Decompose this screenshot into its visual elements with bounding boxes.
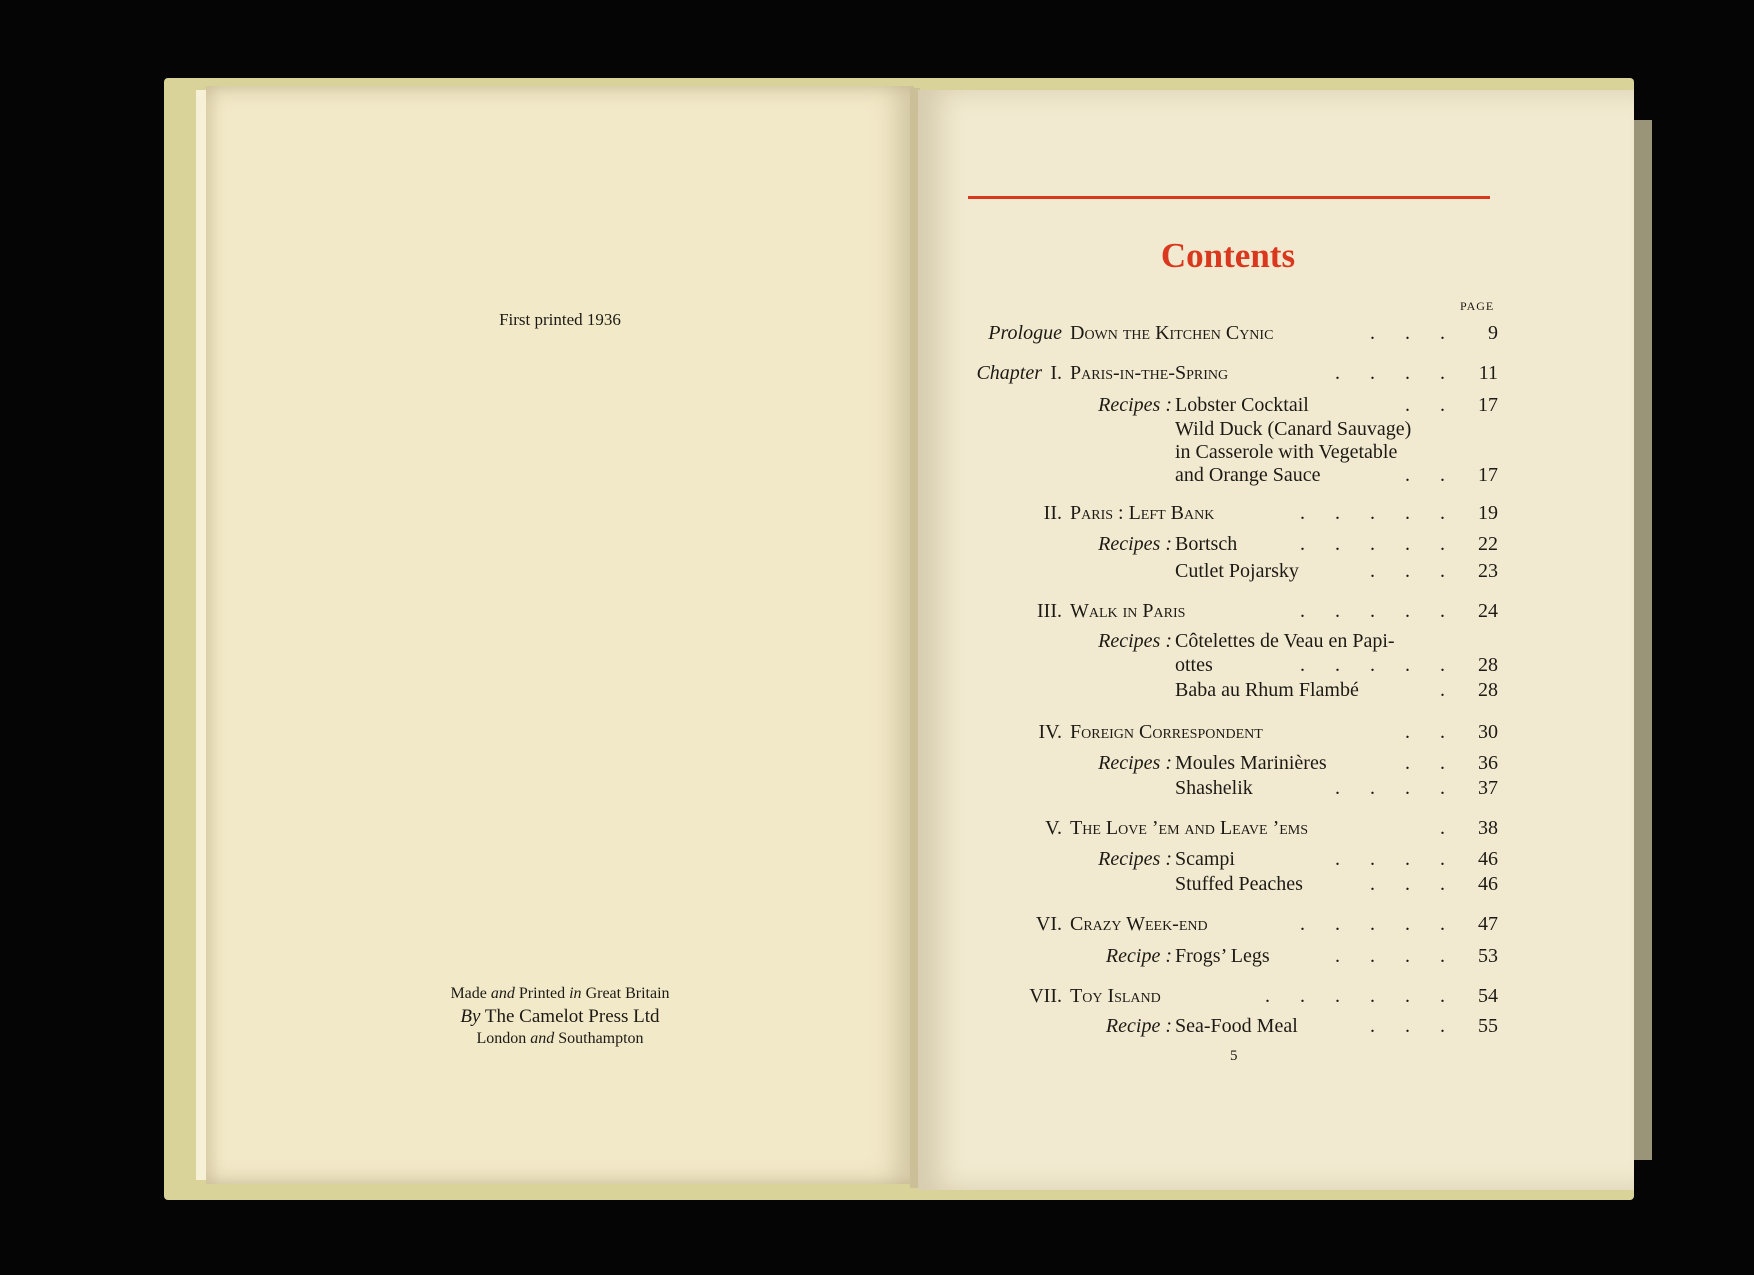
dot-leader: . . — [1405, 394, 1445, 416]
toc-page-number: 11 — [1478, 362, 1498, 384]
toc-recipe-title: Moules Marinières — [1175, 752, 1327, 774]
cities-line — [206, 1030, 914, 1048]
contents-title: Contents — [1160, 236, 1296, 275]
toc-page-number: 30 — [1478, 721, 1498, 743]
toc-recipe-label: Recipe : — [1105, 1015, 1172, 1037]
toc-page-number: 47 — [1478, 913, 1498, 935]
toc-page-number: 55 — [1478, 1015, 1498, 1037]
toc-recipe-title: Baba au Rhum Flambé — [1175, 679, 1359, 701]
page-number: 5 — [1230, 1048, 1238, 1064]
dot-leader: . . . — [1370, 1015, 1445, 1037]
toc-page-number: 46 — [1478, 848, 1498, 870]
toc-recipe-label: Recipe : — [1105, 945, 1172, 967]
dot-leader: . . . . — [1335, 777, 1445, 799]
dot-leader: . . . — [1370, 873, 1445, 895]
and-word: and — [490, 985, 515, 1002]
dot-leader: . . . . . — [1300, 600, 1445, 622]
dot-leader: . . . . . — [1300, 502, 1445, 524]
toc-chapter-title: Crazy Week-end — [1070, 913, 1208, 935]
toc-recipe-title: Scampi — [1175, 848, 1235, 870]
toc-chapter-numeral: III. — [1037, 600, 1062, 622]
toc-page-number: 22 — [1478, 533, 1498, 555]
red-rule — [968, 196, 1490, 199]
press-line — [206, 1006, 914, 1028]
toc-recipe-title: and Orange Sauce — [1175, 464, 1321, 486]
toc-page-number: 24 — [1478, 600, 1498, 622]
dot-leader: . . . . — [1335, 362, 1445, 384]
toc-recipe-label: Recipes : — [1098, 533, 1172, 555]
toc-page-number: 28 — [1478, 654, 1498, 676]
toc-chapter-numeral: VI. — [1035, 913, 1062, 935]
toc-recipe-title: in Casserole with Vegetable — [1175, 441, 1398, 463]
by-word: By — [460, 1006, 481, 1027]
dot-leader: . . . . . — [1300, 913, 1445, 935]
first-printed-note: First printed 1936 — [499, 310, 621, 329]
press-name: The Camelot Press Ltd — [484, 1006, 660, 1027]
toc-chapter-numeral: IV. — [1038, 721, 1062, 743]
toc-chapter-title: The Love ’em and Leave ’ems — [1070, 817, 1309, 839]
toc-recipe-title: Shashelik — [1175, 777, 1253, 799]
toc-page-number: 9 — [1488, 322, 1498, 344]
toc-chapter-numeral: II. — [1043, 502, 1062, 524]
toc-page-number: 46 — [1478, 873, 1498, 895]
toc-chapter-title: Down the Kitchen Cynic — [1070, 322, 1274, 344]
dot-leader: . . — [1405, 752, 1445, 774]
toc-chapter-title: Toy Island — [1070, 985, 1161, 1007]
dot-leader: . . . . — [1335, 945, 1445, 967]
dot-leader: . . — [1405, 464, 1445, 486]
country: Great Britain — [585, 985, 670, 1002]
toc-page-number: 28 — [1478, 679, 1498, 701]
toc-recipe-title: Wild Duck (Canard Sauvage) — [1175, 418, 1412, 440]
toc-page-number: 54 — [1478, 985, 1498, 1007]
toc-recipe-label: Recipes : — [1098, 752, 1172, 774]
city-southampton: Southampton — [558, 1030, 644, 1047]
dot-leader: . . . . . . — [1265, 985, 1445, 1007]
toc-chapter-title: Paris : Left Bank — [1070, 502, 1215, 524]
toc-page-number: 38 — [1478, 817, 1498, 839]
printer-line — [206, 985, 914, 1003]
dot-leader: . . . . — [1335, 848, 1445, 870]
toc-recipe-label: Recipes : — [1098, 630, 1172, 652]
toc-recipe-title: Stuffed Peaches — [1175, 873, 1303, 895]
toc-chapter-numeral: I. — [1050, 362, 1062, 384]
toc-section-label: Chapter — [976, 362, 1042, 384]
toc-page-number: 17 — [1478, 464, 1498, 486]
toc-page-number: 37 — [1478, 777, 1498, 799]
city-london: London — [476, 1030, 527, 1047]
dot-leader: . . — [1405, 721, 1445, 743]
toc-recipe-title: Sea-Food Meal — [1175, 1015, 1298, 1037]
toc-recipe-label: Recipes : — [1098, 848, 1172, 870]
toc-chapter-numeral: V. — [1045, 817, 1062, 839]
in-word: in — [569, 985, 582, 1002]
dot-leader: . . . . . — [1300, 533, 1445, 555]
dot-leader: . — [1440, 817, 1445, 839]
page-column-label: PAGE — [1460, 299, 1495, 313]
toc-chapter-title: Foreign Correspondent — [1070, 721, 1263, 743]
toc-chapter-title: Walk in Paris — [1070, 600, 1186, 622]
cities-and: and — [530, 1030, 555, 1047]
dot-leader: . . . — [1370, 560, 1445, 582]
toc-recipe-title: Côtelettes de Veau en Papi- — [1175, 630, 1395, 652]
dot-leader: . . . . . — [1300, 654, 1445, 676]
toc-page-number: 53 — [1478, 945, 1498, 967]
dot-leader: . . . — [1370, 322, 1445, 344]
toc-chapter-title: Paris-in-the-Spring — [1070, 362, 1229, 384]
toc-page-number: 19 — [1478, 502, 1498, 524]
dot-leader: . — [1440, 679, 1445, 701]
printed-word: Printed — [518, 985, 566, 1002]
toc-recipe-title: Bortsch — [1175, 533, 1238, 555]
toc-page-number: 23 — [1478, 560, 1498, 582]
toc-recipe-title: Frogs’ Legs — [1175, 945, 1270, 967]
toc-chapter-numeral: VII. — [1029, 985, 1062, 1007]
toc-page-number: 17 — [1478, 394, 1498, 416]
toc-page-number: 36 — [1478, 752, 1498, 774]
toc-recipe-title: ottes — [1175, 654, 1213, 676]
toc-section-label: Prologue — [988, 322, 1062, 344]
made-word: Made — [450, 985, 487, 1002]
toc-recipe-title: Lobster Cocktail — [1175, 394, 1309, 416]
toc-recipe-label: Recipes : — [1098, 394, 1172, 416]
toc-recipe-title: Cutlet Pojarsky — [1175, 560, 1299, 582]
